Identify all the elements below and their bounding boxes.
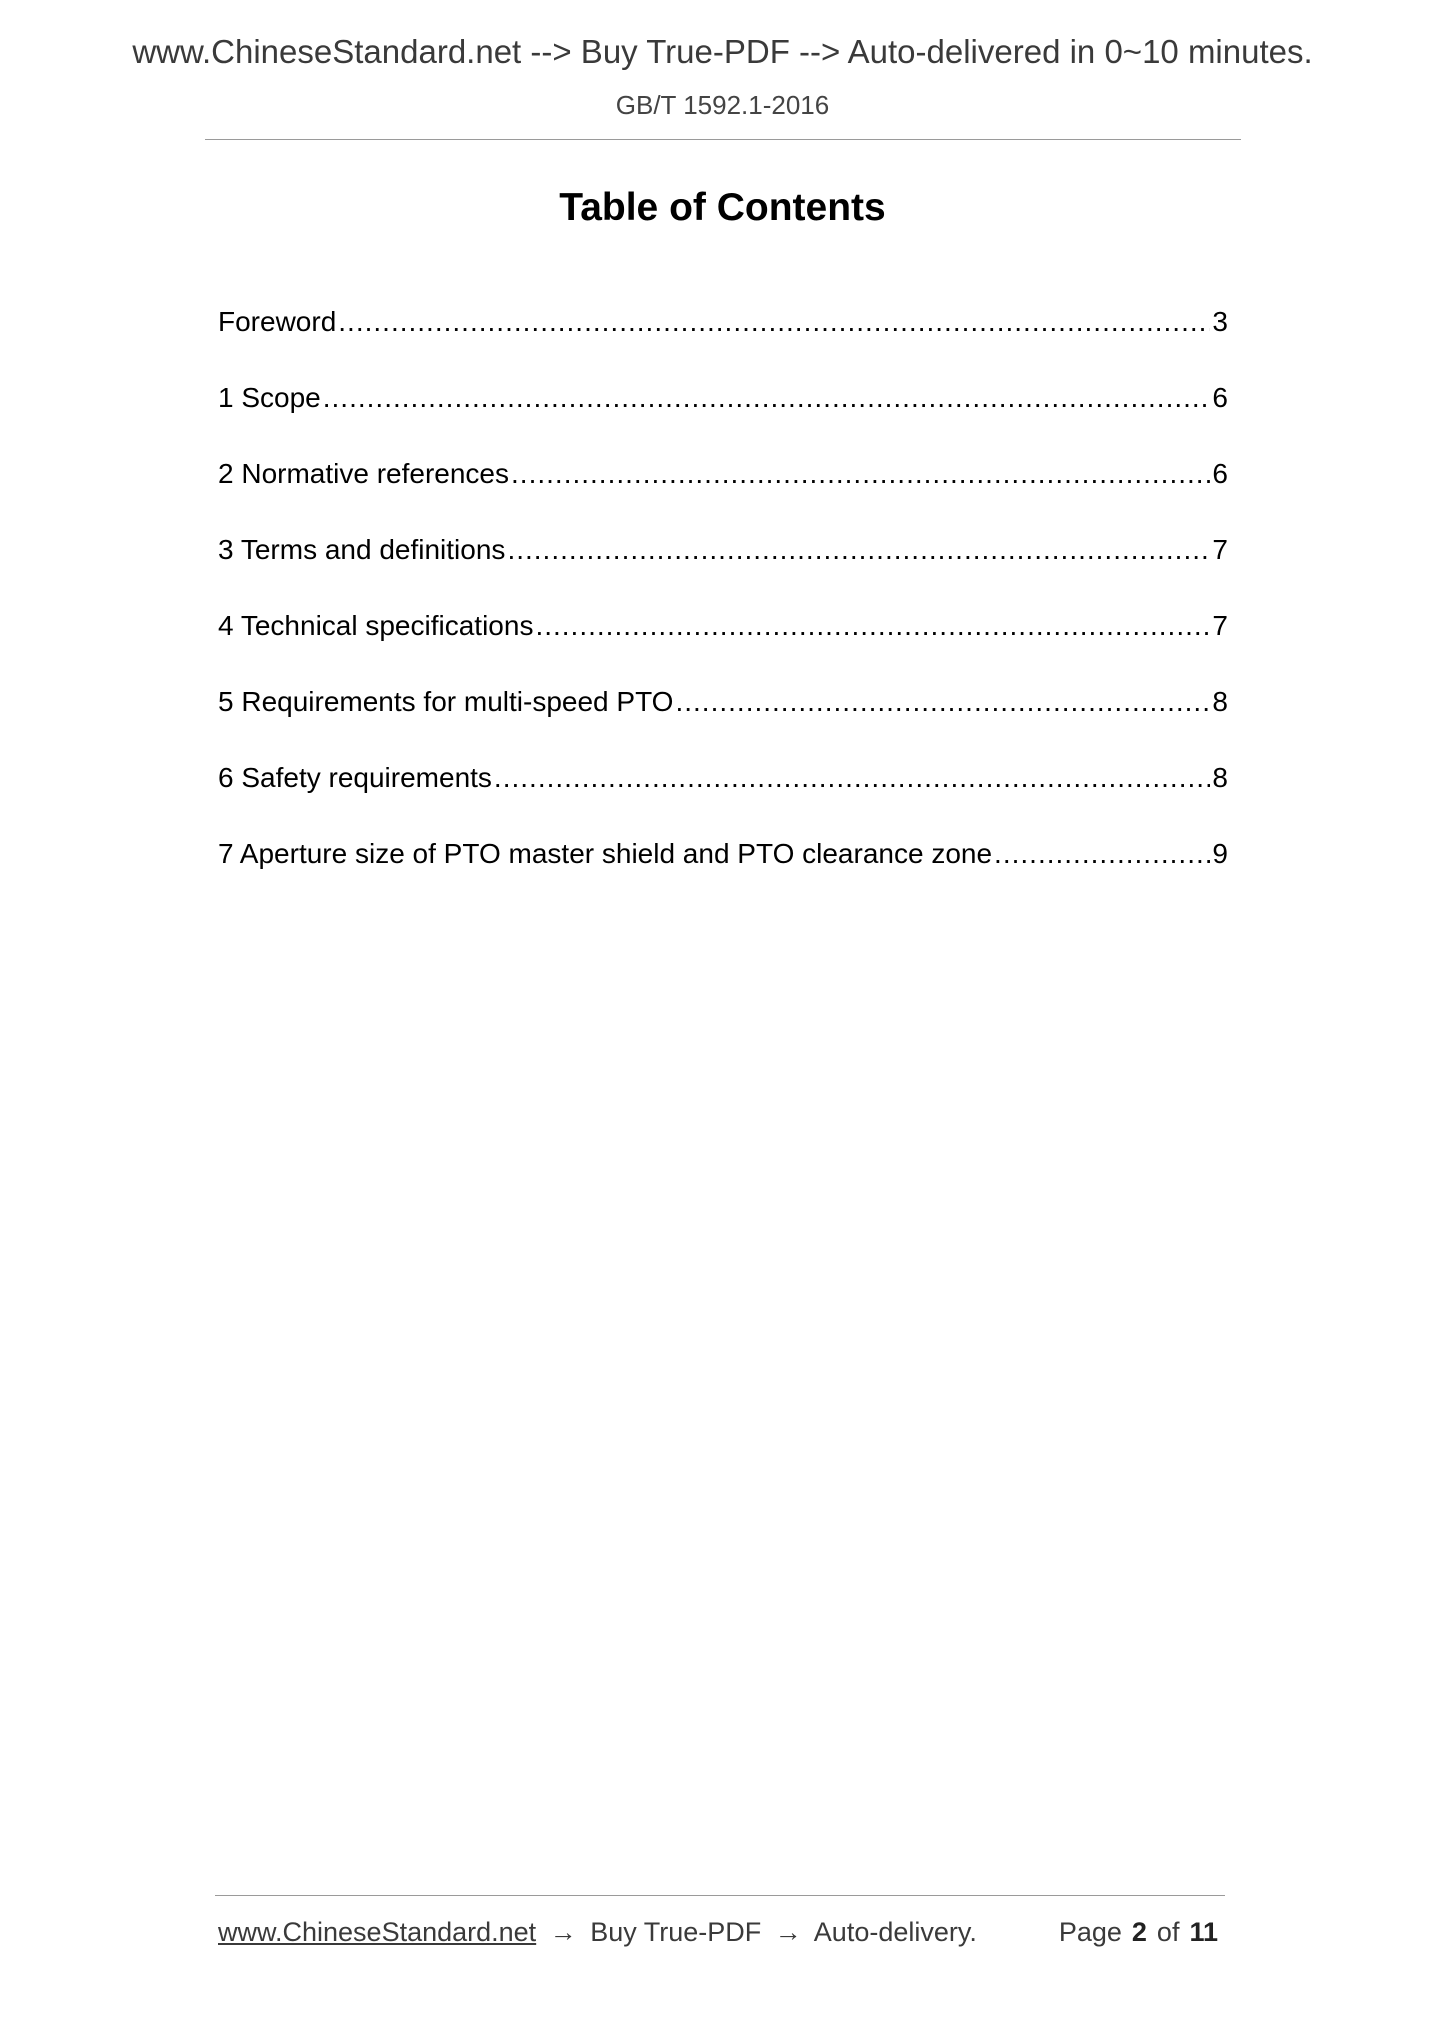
- toc-dot-leader: [511, 452, 1210, 496]
- toc-dot-leader: [535, 604, 1210, 648]
- toc-entry-label: 4 Technical specifications: [218, 610, 534, 641]
- toc-entry-label: Foreword: [218, 306, 337, 337]
- toc-entry-label: 5 Requirements for multi-speed PTO: [218, 686, 674, 717]
- footer-delivery-text: Auto-delivery.: [813, 1917, 977, 1947]
- top-banner: www.ChineseStandard.net --> Buy True-PDF --> Auto-delivered in 0~10 minutes.: [132, 33, 1313, 70]
- toc-dot-leader: [994, 832, 1210, 876]
- arrow-right-icon: →: [774, 1917, 802, 1947]
- toc-entry-page: 9: [1212, 838, 1228, 869]
- toc-entry-terms-and-definitions[interactable]: [218, 528, 1228, 604]
- toc-entry-aperture-size[interactable]: [218, 832, 1228, 908]
- page-number: [1059, 1912, 1218, 1952]
- toc-entry-page: 3: [1212, 306, 1228, 337]
- toc-entry-label: 2 Normative references: [218, 458, 510, 489]
- footer-site-link[interactable]: www.ChineseStandard.net: [218, 1917, 537, 1947]
- toc-entry-page: 8: [1212, 686, 1228, 717]
- toc-entry-multi-speed-pto[interactable]: [218, 680, 1228, 756]
- toc-dot-leader: [507, 528, 1210, 572]
- toc-dot-leader: [494, 756, 1211, 800]
- toc-entry-label: 3 Terms and definitions: [218, 534, 506, 565]
- toc-list: [218, 300, 1228, 908]
- document-code: GB/T 1592.1-2016: [615, 90, 830, 120]
- footer-divider: [215, 1895, 1225, 1896]
- page-word: Page: [1058, 1917, 1122, 1947]
- footer-promo: [218, 1912, 977, 1952]
- toc-entry-label: 1 Scope: [218, 382, 321, 413]
- toc-entry-page: 8: [1212, 762, 1228, 793]
- toc-dot-leader: [338, 300, 1210, 344]
- toc-entry-foreword[interactable]: [218, 300, 1228, 376]
- toc-dot-leader: [323, 376, 1211, 420]
- toc-entry-normative-references[interactable]: [218, 452, 1228, 528]
- current-page: 2: [1131, 1917, 1147, 1947]
- page-footer: [218, 1912, 1218, 1952]
- toc-entry-label: 7 Aperture size of PTO master shield and PTO clearance zone: [218, 838, 993, 869]
- toc-entry-page: 6: [1212, 382, 1228, 413]
- toc-entry-label: 6 Safety requirements: [218, 762, 492, 793]
- toc-entry-technical-specifications[interactable]: [218, 604, 1228, 680]
- toc-dot-leader: [675, 680, 1210, 724]
- toc-entry-scope[interactable]: [218, 376, 1228, 452]
- toc-entry-page: 7: [1212, 610, 1228, 641]
- total-pages: 11: [1189, 1917, 1218, 1947]
- toc-entry-page: 7: [1212, 534, 1228, 565]
- of-word: of: [1156, 1917, 1180, 1947]
- footer-buy-text: Buy True-PDF: [590, 1917, 762, 1947]
- toc-title: Table of Contents: [559, 186, 886, 229]
- arrow-right-icon: →: [549, 1917, 577, 1947]
- toc-entry-safety-requirements[interactable]: [218, 756, 1228, 832]
- toc-entry-page: 6: [1212, 458, 1228, 489]
- header-divider: [205, 139, 1241, 140]
